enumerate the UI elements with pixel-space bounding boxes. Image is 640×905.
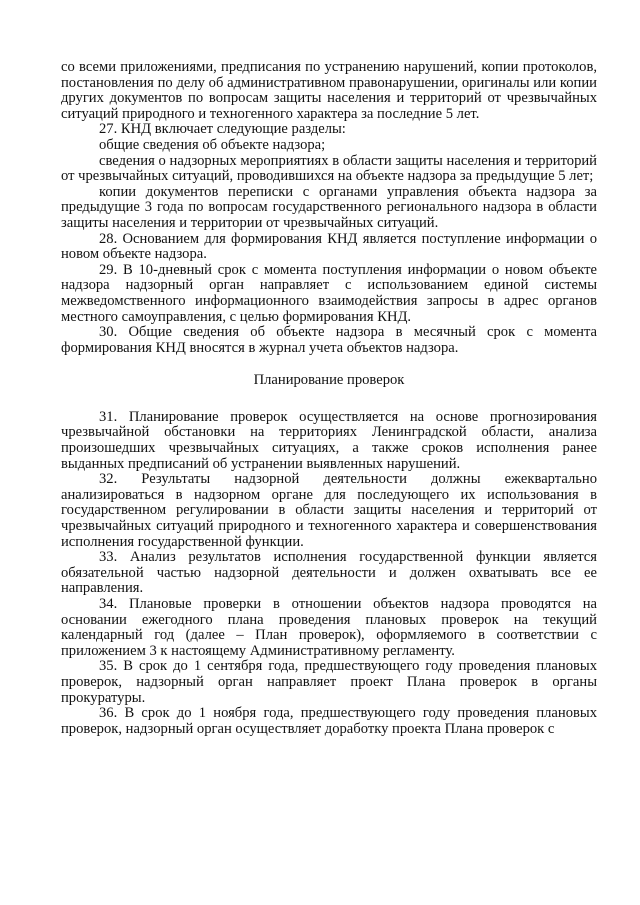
paragraph-continuation: со всеми приложениями, предписания по устранению нарушений, копии протоколов, постановления по делу об административном правонарушении, оригиналы или копии других документов по вопросам защиты населения и территорий от чрезвычайных ситуаций природного и техногенного характера за последние 5 лет.	[61, 59, 597, 122]
list-item-correspondence-copies: копии документов переписки с органами управления объекта надзора за предыдущие 3 года по вопросам государственного регионального надзора в области защиты населения и территории от чрезвычайных ситуаций.	[61, 183, 597, 231]
list-item-supervisory-events: сведения о надзорных мероприятиях в области защиты населения и территорий от чрезвычайных ситуаций, проводившихся на объекте надзора за предыдущие 5 лет;	[61, 152, 597, 185]
paragraph-29: 29. В 10-дневный срок с момента поступления информации о новом объекте надзора надзорный орган направляет с использованием единой системы межведомственного информационного взаимодействия запросы в адрес органов местного самоуправления, с целью формирования КНД.	[61, 261, 597, 325]
section-title: Планирование проверок	[253, 372, 405, 389]
paragraph-32: 32. Результаты надзорной деятельности должны ежеквартально анализироваться в надзорном органе для последующего их использования в государственном регулировании в области защиты населения и территорий от чрезвычайных ситуаций природного и техногенного характера и совершенствования исполнения государственной функции.	[61, 471, 597, 550]
paragraph-34: 34. Плановые проверки в отношении объектов надзора проводятся на основании ежегодного плана проведения плановых проверок на текущий календарный год (далее – План проверок), оформляемого в соответствии с приложением 3 к настоящему Административному регламенту.	[61, 596, 597, 659]
paragraph-27: 27. КНД включает следующие разделы:	[99, 121, 346, 138]
list-item-general-info: общие сведения об объекте надзора;	[99, 136, 326, 153]
paragraph-33: 33. Анализ результатов исполнения государственной функции является обязательной частью надзорной деятельности и должен охватывать все ее направления.	[61, 549, 597, 597]
document-page	[61, 60, 597, 737]
paragraph-30: 30. Общие сведения об объекте надзора в месячный срок с момента формирования КНД вносятся в журнал учета объектов надзора.	[61, 324, 597, 356]
paragraph-28: 28. Основанием для формирования КНД является поступление информации о новом объекте надзора.	[61, 230, 597, 263]
paragraph-35: 35. В срок до 1 сентября года, предшествующего году проведения плановых проверок, надзорный орган направляет проект Плана проверок в органы прокуратуры.	[61, 658, 597, 706]
paragraph-36: 36. В срок до 1 ноября года, предшествующего году проведения плановых проверок, надзорный орган осуществляет доработку проекта Плана проверок с	[61, 705, 597, 737]
paragraph-31: 31. Планирование проверок осуществляется на основе прогнозирования чрезвычайной обстановки на территориях Ленинградской области, анализа произошедших чрезвычайных ситуациях, а также сроков исполнения ранее выданных предписаний об устранении выявленных нарушений.	[61, 408, 597, 472]
